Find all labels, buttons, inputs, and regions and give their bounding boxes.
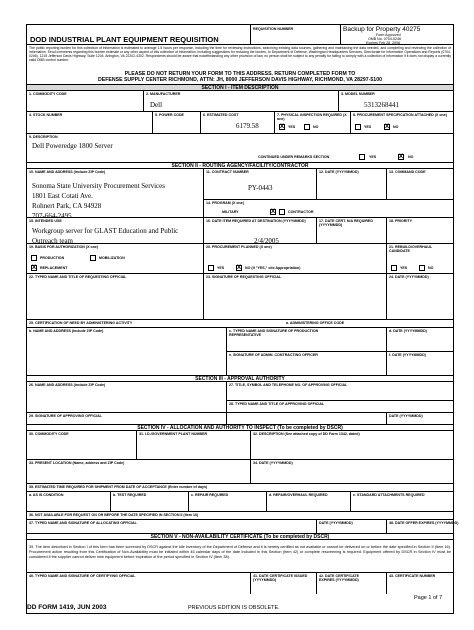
commodity-code-label: 1. COMMODITY CODE (29, 92, 67, 96)
est-time-label: 35. ESTIMATED TIME REQUIRED FOR SHIPMENT FROM DATE OF ACCEPTANCE (Enter number of days) (29, 485, 208, 489)
inspection-yes-label: YES (288, 125, 296, 129)
certificate-statement: 39. The item described in Section I of this form has been screened by DSCR against the idle inventory of the Department of Defense and it is hereby certified as not available or cannot be delivered on or before the date specified in Section II (Item 16). Procurement action resulting from this Certification of Non-Availability must be initiated within 45 calendar days of the date included in this Section (Item 42) or complete rescreening is required. Equipment offered by DSCR in Section IV must be considered if the supplier cannot deliver new equipment before expiration of the period specified in Section IV (Item 38). (29, 545, 451, 559)
test-required-label: b. TEST REQUIRED (113, 493, 147, 497)
rebuild-no-label: NO (428, 266, 434, 270)
intended-use-line-1[interactable]: Workgroup server for GLAST Education and Public (32, 227, 179, 235)
basis-label: 19. BASIS FOR AUTHORIZATION (X one) (29, 245, 99, 249)
spec-no-label: NO (393, 125, 399, 129)
date-item-required-label: 16. DATE ITEM REQUIRED AT DESTINATION (YYYYMMDD) (206, 219, 306, 223)
section-2-header: SECTION II - ROUTING AGENCY/FACILITY/CONTRACTOR (27, 162, 453, 169)
date-34-label: 34. DATE (YYYYMMDD) (253, 461, 293, 465)
priority-label: 18. PRIORITY (389, 219, 412, 223)
rebuild-yes-label: YES (400, 266, 408, 270)
expires-date: Expires Feb 28, 2006 (366, 41, 401, 45)
signature-requesting-label: 23. SIGNATURE OF REQUESTING OFFICIAL (206, 275, 282, 279)
intended-use-line-2[interactable]: Outreach team (32, 237, 74, 245)
section-5-header: SECTION V - NON-AVAILABILITY CERTIFICATE (To be completed by DSCR) (27, 533, 453, 540)
contract-number-value[interactable]: PY-0443 (248, 184, 273, 192)
commodity-code-30-label: 30. COMMODITY CODE (29, 432, 69, 436)
signature-approving-label: 29. SIGNATURE OF APPROVING OFFICIAL (29, 414, 102, 418)
date-item-required-value[interactable]: 2/4/2005 (254, 237, 279, 245)
physical-inspection-label: 7. PHYSICAL INSPECTION REQUIRED (X one) (277, 113, 347, 121)
procurement-spec-label: 8. PROCUREMENT SPECIFICATION ATTACHED (X one) (353, 113, 447, 117)
requisition-number-label: REQUISITION NUMBER (253, 27, 294, 31)
burden-statement: The public reporting burden for this collection of information is estimated to average 1.5 hours per response, including the time for reviewing instructions, searching existing data sources, gathering and maintaining the data needed, and completing and reviewing the collection of information. Send comments regarding this burden estimate or any other aspect of this collection of information, including suggestions for reducing the burden, to Department of Defense, Washington Headquarters Services, Directorate for Information Operations and Reports (0704-0246), 1215 Jefferson Davis Highway, Suite 1204, Arlington, VA 22202-4302. Respondents should be aware that notwithstanding any other provision of law, no person shall be subject to any penalty for failing to comply with a collection of information if it does not display a currently valid OMB control number. (29, 46, 451, 63)
return-warning-2: DEFENSE SUPPLY CENTER RICHMOND, ATTN: JH, 8000 JEFFERSON DAVIS HIGHWAY, RICHMOND, VA 28297-5100 (98, 77, 382, 83)
remarks-no-label: NO (408, 155, 414, 159)
approval-name-address-label: 26. NAME AND ADDRESS (Include ZIP Code) (29, 383, 106, 387)
model-number-label: 3. MODEL NUMBER (341, 92, 375, 96)
as-is-label: a. AS IS CONDITION (29, 493, 64, 497)
std-attachments-label: e. STANDARD ATTACHMENTS REQUIRED (353, 493, 425, 497)
date-cert-label: 17. DATE CERT. N/A REQUIRED (YYYYMMDD) (319, 219, 373, 227)
contractor-label: CONTRACTOR (288, 210, 314, 214)
replacement-label: REPLACEMENT (40, 266, 68, 270)
omb-number: OMB No. 0704-0246 (368, 37, 401, 41)
inspection-no-label: NO (313, 125, 319, 129)
form-border (26, 24, 454, 614)
backup-text: Backup for Property 40275 (343, 26, 421, 33)
program-label: 14. PROGRAM (X one) (206, 201, 244, 205)
continued-remarks-label: CONTINUED UNDER REMARKS SECTION (258, 155, 330, 159)
id-govt-plant-label: 31. I.D./GOVERNMENT PLANT NUMBER (139, 432, 208, 436)
b-name-address-label: b. NAME AND ADDRESS (Include ZIP Code) (29, 329, 104, 333)
not-available-label: 36. NOT AVAILABLE FOR REQUEST ON OR BEFORE THE DATE SPECIFIED IN SECTION II (Item 16) (29, 513, 199, 517)
description-label: 9. DESCRIPTION (29, 135, 58, 139)
stock-number-label: 4. STOCK NUMBER (29, 113, 63, 117)
estimated-cost-label: 6. ESTIMATED COST (203, 113, 239, 117)
date-issued-label: 41. DATE CERTIFICATE ISSUED (YYYYMMDD) (253, 574, 308, 582)
military-checkbox[interactable]: X (271, 209, 276, 215)
date-expires-label: 42. DATE CERTIFICATE EXPIRES (YYYYMMDD) (319, 574, 359, 582)
procurement-planned-label: 20. PROCUREMENT PLANNED (X one) (206, 245, 272, 249)
remarks-yes-label: YES (369, 155, 377, 159)
planned-no-label: NO (If "YES," cite Appropriation) (245, 266, 301, 270)
manufacturer-label: 2. MANUFACTURER (146, 92, 181, 96)
spec-no-checkbox[interactable]: X (385, 124, 390, 130)
obsolete-notice: PREVIOUS EDITION IS OBSOLETE. (188, 605, 280, 611)
address-line-1[interactable]: Sonoma State University Procurement Services (32, 182, 165, 190)
manufacturer-value[interactable]: Dell (150, 101, 163, 109)
title-symbol-label: 27. TITLE, SYMBOL AND TELEPHONE NO. OF APPROVING OFFICIAL (229, 383, 348, 387)
address-line-4[interactable]: 707-664-2495 (32, 212, 72, 220)
date-12-label: 12. DATE (YYYYMMDD) (319, 170, 359, 174)
certification-need-label: 25. CERTIFICATION OF NEED BY ADMINISTERING ACTIVITY (29, 321, 133, 325)
section-4-header: SECTION IV - ALLOCATION AND AUTHORITY TO INSPECT (To be completed by DSCR) (27, 424, 453, 431)
address-line-2[interactable]: 1801 East Cotati Ave. (32, 192, 93, 200)
model-number-value[interactable]: 5313268441 (364, 101, 399, 109)
production-label: PRODUCTION (40, 256, 65, 260)
repair-required-label: c. REPAIR REQUIRED (191, 493, 229, 497)
form-title: DOD INDUSTRIAL PLANT EQUIPMENT REQUISITION (30, 35, 219, 44)
admin-office-code-label: a. ADMINISTERING OFFICE CODE (286, 321, 345, 325)
address-line-3[interactable]: Rohnert Park, CA 94928 (32, 202, 102, 210)
description-value[interactable]: Dell Poweredge 1800 Server (32, 142, 113, 150)
contract-number-label: 11. CONTRACT NUMBER (206, 170, 249, 174)
typed-approving-label: 28. TYPED NAME AND TITLE OF APPROVING OFFICIAL (229, 402, 325, 406)
form-id: DD FORM 1419, JUN 2003 (27, 604, 107, 611)
planned-yes-label: YES (217, 266, 225, 270)
f-date-label: f. DATE (YYYYMMDD) (389, 353, 426, 357)
rebuild-label: 21. REBUILD/OVERHAUL CANDIDATE (389, 245, 433, 253)
section-3-header: SECTION III - APPROVAL AUTHORITY (27, 375, 453, 382)
command-code-label: 13. COMMAND CODE (389, 170, 426, 174)
planned-no-checkbox[interactable]: X (237, 265, 242, 271)
date-37-label: DATE (YYYYMMDD) (319, 521, 353, 525)
remarks-no-checkbox[interactable]: X (399, 154, 404, 160)
overhaul-required-label: d. REPAIR/OVERHAUL REQUIRED (269, 493, 328, 497)
return-warning-1: PLEASE DO NOT RETURN YOUR FORM TO THIS ADDRESS. RETURN COMPLETED FORM TO (124, 71, 356, 77)
replacement-checkbox[interactable]: X (32, 265, 37, 271)
d-date-label: d. DATE (YYYYMMDD) (389, 329, 427, 333)
inspection-yes-checkbox[interactable]: X (280, 124, 285, 130)
description-32-label: 32. DESCRIPTION (See attached copy of DD Form 1342, dated) (253, 432, 360, 436)
offer-expires-label: 38. DATE OFFER EXPIRES (YYYYMMDD) (389, 521, 459, 525)
power-code-label: 5. POWER CODE (155, 113, 184, 117)
page-number: Page 1 of 7 (414, 595, 443, 601)
date-29-label: DATE (YYYYMMDD) (389, 414, 423, 418)
military-label: MILITARY (222, 210, 239, 214)
estimated-cost-value[interactable]: 6179.58 (236, 122, 259, 130)
mobilization-label: MOBILIZATION (99, 256, 125, 260)
name-address-label: 10. NAME AND ADDRESS (Include ZIP Code) (29, 170, 106, 174)
e-signature-admin-label: e. SIGNATURE OF ADMIN. CONTRACTING OFFICER (229, 353, 318, 357)
intended-use-label: 15. INTENDED USE (29, 219, 62, 223)
date-24-label: 24. DATE (YYYYMMDD) (389, 275, 429, 279)
present-location-label: 33. PRESENT LOCATION (Name, address and ZIP Code) (29, 461, 125, 465)
typed-name-requesting-label: 22. TYPED NAME AND TITLE OF REQUESTING OFFICIAL (29, 275, 127, 279)
spec-yes-label: YES (364, 125, 372, 129)
c-typed-production-label: c. TYPED NAME AND SIGNATURE OF PRODUCTION REPRESENTATIVE (229, 329, 319, 337)
certificate-number-label: 43. CERTIFICATE NUMBER (389, 574, 436, 578)
typed-allocating-label: 37. TYPED NAME AND SIGNATURE OF ALLOCATING OFFICIAL (29, 521, 137, 525)
section-1-header: SECTION I - ITEM DESCRIPTION (27, 84, 453, 91)
typed-certifying-label: 40. TYPED NAME AND SIGNATURE OF CERTIFYING OFFICIAL (29, 574, 136, 578)
form-approved: Form Approved (376, 33, 401, 37)
